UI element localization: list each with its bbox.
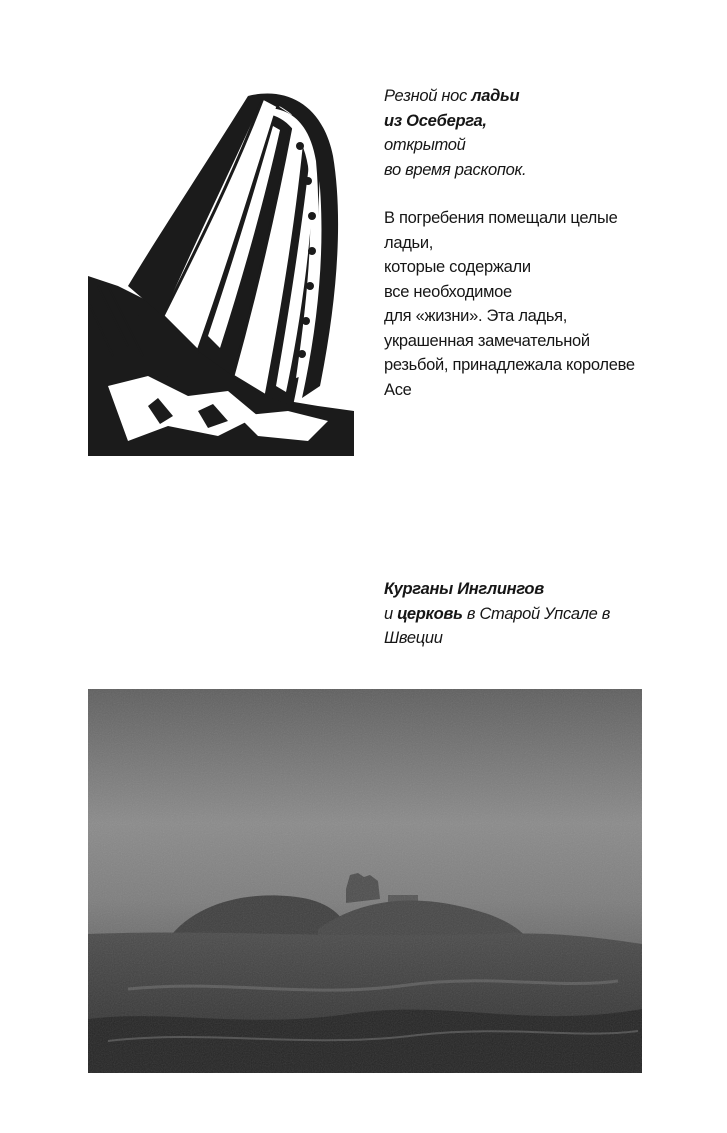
- body-line: которые содержали: [384, 258, 531, 276]
- ship-caption-line-2: из Осеберга,: [384, 111, 487, 130]
- ship-caption-bold: ладьи: [471, 87, 520, 105]
- burial-mounds-photo-icon: [88, 689, 642, 1073]
- uppsala-caption-line-3: Швеции: [384, 629, 443, 647]
- uppsala-caption-bold: церковь: [397, 604, 463, 623]
- body-line: все необходимое: [384, 282, 512, 301]
- uppsala-photo: [88, 689, 642, 1073]
- ship-caption-line-3: открытой: [384, 136, 466, 154]
- uppsala-caption-line-1: Курганы Инглингов: [384, 580, 544, 598]
- body-line: для «жизни». Эта ладья,: [384, 307, 568, 325]
- uppsala-caption-text: в Старой Упсале в: [462, 604, 611, 623]
- uppsala-caption-line-2: [384, 602, 684, 627]
- ship-prow-illustration: [88, 86, 354, 456]
- uppsala-caption: [384, 577, 684, 651]
- ship-caption-line-4: во время раскопок.: [384, 160, 527, 179]
- ship-caption-line-1: [384, 84, 684, 109]
- body-line: ладьи,: [384, 233, 434, 252]
- body-line: Асе: [384, 380, 412, 399]
- body-line: украшенная замечательной: [384, 331, 590, 350]
- ship-prow-engraving-icon: [88, 86, 354, 456]
- body-line: В погребения помещали целые: [384, 209, 618, 227]
- uppsala-caption-text: и: [384, 604, 398, 623]
- body-line: резьбой, принадлежала королеве: [384, 356, 635, 374]
- ship-caption-text: Резной нос: [384, 87, 472, 105]
- paragraph-gap: [384, 182, 684, 206]
- ship-caption: [384, 84, 684, 402]
